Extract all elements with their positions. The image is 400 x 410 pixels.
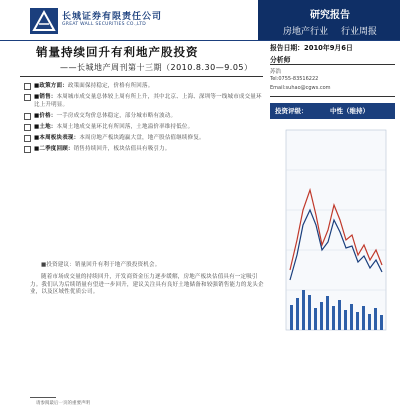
bullet-item <box>24 123 264 131</box>
document-subtitle: ——长城地产周刊第十三期（2010.8.30—9.05） <box>60 63 253 72</box>
bullet-marker-icon <box>24 146 31 153</box>
analyst-email: Email:suhao@cgws.com <box>270 85 331 91</box>
investment-paragraph: 随着市场成交量的持续回升，开发商资金压力逐步缓解，房地产板块估值具有一定吸引力。我们认为后续销量有望进一步回升，建议关注具有良好土地储备和较强销售能力的龙头企业，以及区域性优质公司。 <box>30 274 264 296</box>
company-name-cn: 长城证券有限责任公司 <box>62 12 163 22</box>
bullet-label: ■政策方面： <box>34 83 68 89</box>
header-divider <box>0 40 400 41</box>
bullet-item <box>24 82 264 90</box>
bullet-label: ■价格： <box>34 113 57 119</box>
investment-heading: ■投资建议：销量回升有利于地产股投资机会。 <box>41 262 161 268</box>
bullet-marker-icon <box>24 124 31 131</box>
report-industry: 房地产行业 <box>283 27 329 37</box>
report-header <box>0 0 400 40</box>
bullet-item <box>24 145 264 153</box>
company-logo <box>30 8 58 34</box>
price-chart-image <box>270 120 395 340</box>
analyst-divider-top <box>270 64 395 65</box>
bullet-label: ■二季度回顾： <box>34 146 74 152</box>
bullet-body: 一手房成交均价总体稳定，部分城市略有波动。 <box>56 113 177 119</box>
title-divider <box>20 76 263 77</box>
footnote-divider <box>30 397 56 398</box>
price-chart-figure <box>270 120 395 340</box>
analyst-divider-bottom <box>270 96 395 97</box>
summary-bullets <box>24 82 264 156</box>
bullet-marker-icon <box>24 113 31 120</box>
bullet-body: 销售持续回升，板块估值具有吸引力。 <box>73 146 171 152</box>
bullet-marker-icon <box>24 94 31 101</box>
bullet-item <box>24 134 264 142</box>
bullet-body: 本周城市成交量总体较上周有所上升，其中北京、上海、深圳等一线城市成交量环比上升明显。 <box>34 94 262 108</box>
bullet-item <box>24 112 264 120</box>
analyst-name: 苏浩 <box>270 69 282 75</box>
report-weekly: 行业周报 <box>341 27 378 37</box>
logo-icon <box>30 8 58 34</box>
bullet-body: 政策面保持稳定，价格有所回落。 <box>67 83 154 89</box>
analyst-section-title: 分析师 <box>270 56 291 64</box>
bullet-text <box>34 93 264 109</box>
bullet-text <box>34 82 153 90</box>
bullet-text <box>34 134 205 142</box>
bullet-marker-icon <box>24 83 31 90</box>
bullet-marker-icon <box>24 135 31 142</box>
rating-value: 中性（维持） <box>330 107 369 115</box>
bullet-label: ■销售： <box>34 94 57 100</box>
analyst-phone: Tel:0755-83516222 <box>270 76 319 82</box>
document-title: 销量持续回升有利地产股投资 <box>36 45 199 59</box>
footnote: 请参阅最后一页的重要声明 <box>36 401 90 406</box>
bullet-body: 本周房地产板块跑赢大盘，地产股估值继续修复。 <box>79 135 205 141</box>
report-type: 研究报告 <box>310 10 350 21</box>
bullet-text <box>34 145 171 153</box>
bullet-label: ■土地： <box>34 124 57 130</box>
bullet-text <box>34 112 176 120</box>
bullet-body: 本周土地成交量环比有所回落，土地溢价率维持低位。 <box>56 124 194 130</box>
report-date: 报告日期：2010年9月6日 <box>270 44 353 52</box>
bullet-label: ■本周板块表现： <box>34 135 80 141</box>
rating-label: 投资评级： <box>275 107 308 115</box>
bullet-text <box>34 123 193 131</box>
bullet-item <box>24 93 264 109</box>
company-name-en: GREAT WALL SECURITIES CO.,LTD <box>62 22 147 27</box>
